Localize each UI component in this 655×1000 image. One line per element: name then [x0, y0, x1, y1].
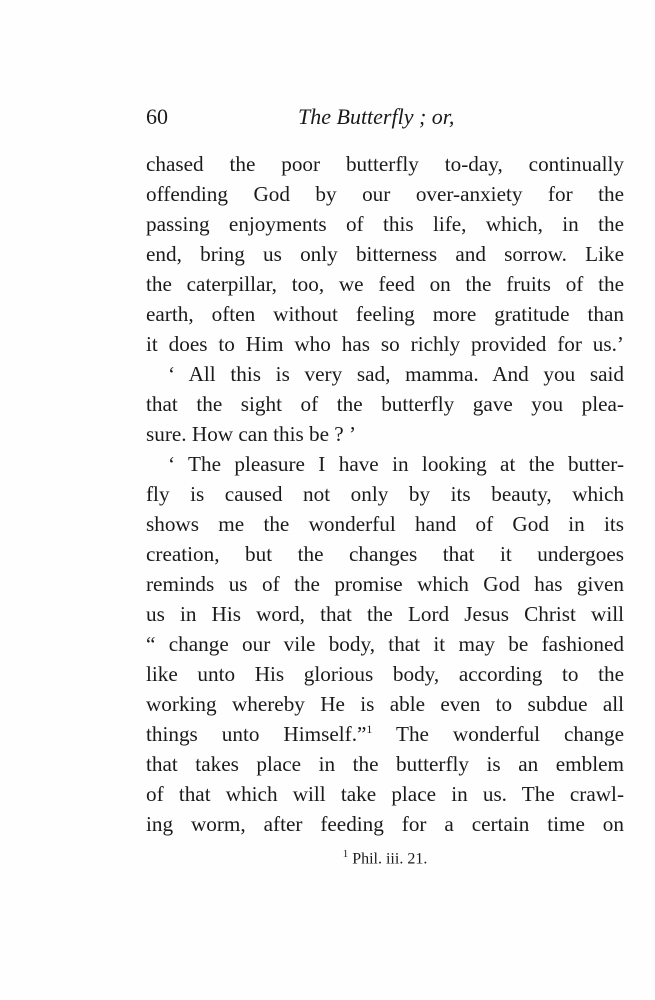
text-line: fly is caused not only by its beauty, which: [146, 482, 624, 506]
running-title: The Butterfly ; or,: [298, 104, 455, 129]
text-line: sure. How can this be ? ’: [146, 422, 357, 446]
text-line: passing enjoyments of this life, which, in the: [146, 212, 624, 236]
text-line: that the sight of the butterfly gave you plea-: [146, 392, 624, 416]
text-line: working whereby He is able even to subdue all: [146, 692, 624, 716]
text-line: like unto His glorious body, according to the: [146, 662, 624, 686]
footnote-marker: 1: [342, 848, 349, 860]
text-line: that takes place in the butterfly is an emblem: [146, 752, 624, 776]
text-line: the caterpillar, too, we feed on the fruits of the: [146, 272, 624, 296]
text-line: “ change our vile body, that it may be fashioned: [146, 632, 624, 656]
footnote-text: Phil. iii. 21.: [348, 850, 428, 868]
text-line-with-footnote-ref: [146, 719, 624, 749]
text-line: creation, but the changes that it undergoes: [146, 542, 624, 566]
text-line: ing worm, after feeding for a certain time on: [146, 812, 624, 836]
text-line-end: The wonderful change: [372, 722, 624, 746]
page-number: 60: [146, 104, 168, 129]
page-header: [146, 104, 624, 134]
text-line: shows me the wonderful hand of God in its: [146, 512, 624, 536]
text-line: us in His word, that the Lord Jesus Christ will: [146, 602, 624, 626]
text-line: ‘ The pleasure I have in looking at the butter-: [168, 452, 624, 476]
text-line-start: things unto Himself.”: [146, 722, 367, 746]
text-line: ‘ All this is very sad, mamma. And you said: [168, 362, 624, 386]
text-line: reminds us of the promise which God has given: [146, 572, 624, 596]
body-text: [146, 149, 624, 839]
text-line: chased the poor butterfly to-day, continually: [146, 152, 624, 176]
text-line: it does to Him who has so richly provided for us.’: [146, 332, 624, 356]
footnote-reference[interactable]: 1: [366, 722, 373, 736]
footnote: [146, 848, 624, 868]
text-line: of that which will take place in us. The crawl-: [146, 782, 624, 806]
text-line: offending God by our over-anxiety for the: [146, 182, 624, 206]
text-line: earth, often without feeling more gratitude than: [146, 302, 624, 326]
text-line: end, bring us only bitterness and sorrow. Like: [146, 242, 624, 266]
